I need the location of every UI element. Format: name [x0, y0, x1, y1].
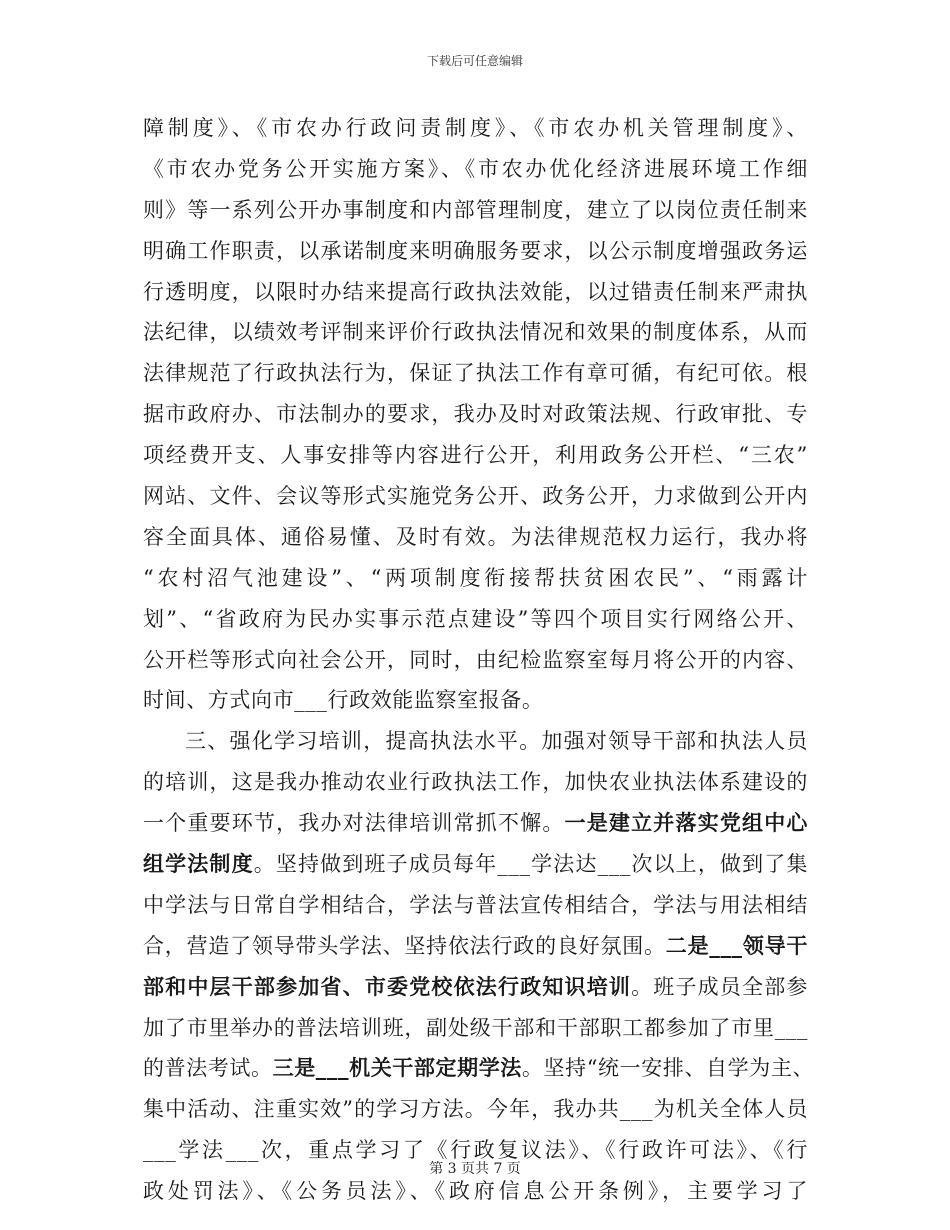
text-line — [143, 231, 808, 272]
text-segment: 的培训，这是我办推动农业行政执法工作，加快农业执法体系建设的 — [143, 770, 808, 795]
text-line — [143, 1008, 808, 1049]
text-segment: 划”、“省政府为民办实事示范点建设”等四个项目实行网络公开、 — [143, 606, 808, 631]
text-line — [143, 312, 808, 353]
text-segment: 三、强化学习培训，提高执法水平。加强对领导干部和执法人员 — [185, 729, 808, 754]
text-line — [143, 885, 808, 926]
text-line — [143, 1089, 808, 1130]
text-line — [143, 680, 808, 721]
text-segment: 《市农办党务公开实施方案》、《市农办优化经济进展环境工作细 — [143, 156, 808, 181]
text-segment: 一个重要环节，我办对法律培训常抓不懈。 — [143, 811, 565, 836]
bold-text-segment: 三是___机关干部定期学法 — [272, 1055, 522, 1081]
text-line — [143, 190, 808, 231]
text-line — [143, 558, 808, 599]
text-segment: “农村沼气池建设”、“两项制度衔接帮扶贫困农民”、“雨露计 — [143, 565, 808, 590]
text-line — [143, 926, 808, 967]
text-segment: 公开栏等形式向社会公开，同时，由纪检监察室每月将公开的内容、 — [143, 647, 808, 672]
text-segment: 集中活动、注重实效”的学习方法。今年，我办共___为机关全体人员 — [143, 1097, 808, 1122]
bold-text-segment: 部和中层干部参加省、市委党校依法行政知识培训 — [143, 973, 632, 999]
page-footer: 第 3 页共 7 页 — [429, 1161, 521, 1177]
text-line — [143, 803, 808, 844]
text-line — [143, 108, 808, 149]
text-line — [143, 721, 808, 762]
text-line — [143, 476, 808, 517]
text-segment: 中学法与日常自学相结合，学法与普法宣传相结合，学法与用法相结 — [143, 892, 808, 917]
text-line — [143, 844, 808, 885]
text-segment: 。坚持做到班子成员每年___学法达___次以上，做到了集 — [253, 852, 808, 877]
text-segment: 。班子成员全部参 — [631, 974, 808, 999]
text-segment: 加了市里举办的普法培训班，副处级干部和干部职工都参加了市里___ — [143, 1015, 808, 1040]
text-line — [143, 394, 808, 435]
text-segment: 网站、文件、会议等形式实施党务公开、政务公开，力求做到公开内 — [143, 484, 808, 509]
text-segment: 据市政府办、市法制办的要求，我办及时对政策法规、行政审批、专 — [143, 402, 808, 427]
text-segment: 的普法考试。 — [143, 1056, 273, 1081]
document-body — [143, 108, 815, 1212]
text-line — [143, 640, 808, 681]
text-line — [143, 517, 808, 558]
text-line — [143, 1048, 815, 1089]
text-line — [143, 762, 808, 803]
text-segment: 则》等一系列公开办事制度和内部管理制度，建立了以岗位责任制来 — [143, 197, 808, 222]
text-line — [143, 967, 808, 1008]
text-segment: 合，营造了领导带头学法、坚持依法行政的良好氛围。 — [143, 933, 666, 958]
text-line — [143, 353, 808, 394]
text-segment: 政处罚法》、《公务员法》、《政府信息公开条例》，主要学习了 — [143, 1179, 808, 1204]
text-segment: 。坚持“统一安排、自学为主、 — [521, 1056, 815, 1081]
text-line — [143, 599, 808, 640]
page-header: 下载后可任意编辑 — [426, 54, 523, 68]
text-segment: 明确工作职责，以承诺制度来明确服务要求，以公示制度增强政务运 — [143, 238, 808, 263]
text-line — [143, 435, 808, 476]
text-segment: 法纪律，以绩效考评制来评价行政执法情况和效果的制度体系，从而 — [143, 320, 808, 345]
text-segment: 障制度》、《市农办行政问责制度》、《市农办机关管理制度》、 — [143, 116, 808, 140]
text-line — [143, 149, 808, 190]
text-segment: 容全面具体、通俗易懂、及时有效。为法律规范权力运行，我办将 — [143, 524, 808, 549]
text-line — [143, 272, 808, 313]
bold-text-segment: 组学法制度 — [143, 851, 254, 877]
text-segment: 项经费开支、人事安排等内容进行公开，利用政务公开栏、“三农” — [143, 443, 808, 468]
text-segment: 法律规范了行政执法行为，保证了执法工作有章可循，有纪可依。根 — [143, 361, 808, 386]
bold-text-segment: 二是___领导干 — [665, 932, 808, 958]
text-segment: 行透明度，以限时办结来提高行政执法效能，以过错责任制来严肃执 — [143, 279, 808, 304]
text-segment: ___学法___次，重点学习了《行政复议法》、《行政许可法》、《行 — [143, 1138, 808, 1163]
text-segment: 时间、方式向市___行政效能监察室报备。 — [143, 688, 544, 713]
bold-text-segment: 一是建立并落实党组中心 — [564, 810, 808, 836]
